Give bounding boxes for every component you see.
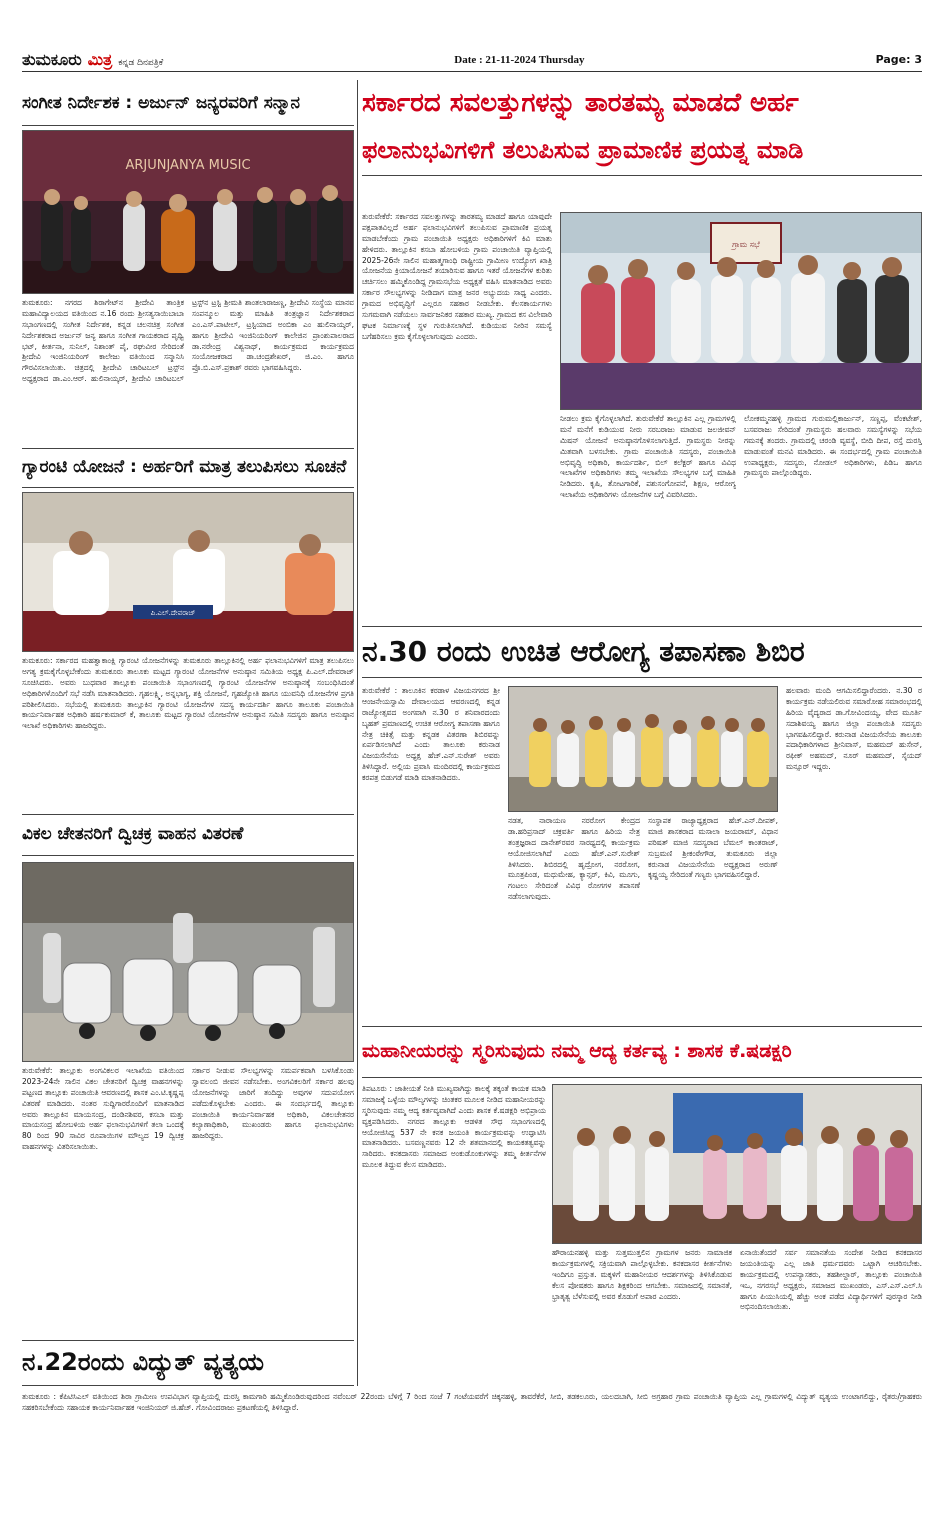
nameplate-text: ಪಿ.ಎಲ್.ದೇವರಾಜ್ bbox=[150, 609, 196, 617]
photo-meeting bbox=[22, 492, 354, 652]
photo-felicitation bbox=[22, 130, 354, 294]
story-main-body-b: ನೀಡಲು ಕ್ರಮ ಕೈಗೊಳ್ಳಲಾಗಿದೆ. ತುರುವೇಕೆರೆ ತಾಲ್ಲೂಕಿನ ಎಲ್ಲ ಗ್ರಾಮಗಳಲ್ಲಿ ಮನೆ ಮನೆಗೆ ಕುಡಿಯುವ ನೀರು ಸರಬರಾಜು ಮಾಡುವ ಜಲಜೀವನ್ ಮಿಷನ್ ಯೋಜನೆ ಅನುಷ್ಠಾನಗೊಳಿಸಲಾಗುತ್ತಿದೆ. ಗ್ರಾಮಸ್ಥರು ನೀರನ್ನು ಮಿತವಾಗಿ ಬಳಸಬೇಕು. ಗ್ರಾಮ ಪಂಚಾಯಿತಿ ಸದಸ್ಯರು, ಪಂಚಾಯಿತಿ ಅಭಿವೃದ್ಧಿ ಅಧಿಕಾರಿ, ಕಾರ್ಯದರ್ಶಿ, ಬಿಲ್ ಕಲೆಕ್ಟರ್ ಹಾಗೂ ವಿವಿಧ ಇಲಾಖೆಗಳ ಅಧಿಕಾರಿಗಳು ತಮ್ಮ ಇಲಾಖೆಯ ಸೌಲಭ್ಯಗಳ ಬಗ್ಗೆ ಮಾಹಿತಿ ನೀಡಿದರು. ಕೃಷಿ, ತೋಟಗಾರಿಕೆ, ಪಶುಸಂಗೋಪನೆ, ಶಿಕ್ಷಣ, ಆರೋಗ್ಯ ಇಲಾಖೆಯ ಅಧಿಕಾರಿಗಳು ಯೋಜನೆಗಳ ಬಗ್ಗೆ ವಿವರಿಸಿದರು. bbox=[560, 414, 736, 500]
meeting-illustration bbox=[23, 493, 353, 651]
photo-health-camp bbox=[508, 686, 778, 812]
story-main-body-a: ತುರುವೇಕೆರೆ: ಸರ್ಕಾರದ ಸವಲತ್ತುಗಳನ್ನು ತಾರತಮ್ಯ ಮಾಡದೆ ಹಾಗೂ ಯಾವುದೇ ಪಕ್ಷಪಾತವಿಲ್ಲದೆ ಅರ್ಹ ಫಲಾನುಭವಿಗಳಿಗೆ ತಲುಪಿಸುವ ಪ್ರಾಮಾಣಿಕ ಪ್ರಯತ್ನ ಮಾಡಬೇಕೆಂದು ಗ್ರಾಮ ಪಂಚಾಯಿತಿ ಅಧ್ಯಕ್ಷರು ಅಧಿಕಾರಿಗಳಿಗೆ ಕಿವಿ ಮಾತು ಹೇಳಿದರು. ತಾಲ್ಲೂಕಿನ ಕಸಬಾ ಹೋಬಳಿಯ ಗ್ರಾಮ ಪಂಚಾಯಿತಿ ವ್ಯಾಪ್ತಿಯಲ್ಲಿ 2025-26ನೇ ಸಾಲಿನ ಮಹಾತ್ಮಗಾಂಧಿ ರಾಷ್ಟ್ರೀಯ ಗ್ರಾಮೀಣ ಉದ್ಯೋಗ ಖಾತ್ರಿ ಯೋಜನೆಯ ಕ್ರಿಯಾಯೋಜನೆ ತಯಾರಿಸುವ ಹಾಗೂ ಇತರೆ ಯೋಜನೆಗಳ ಕುರಿತು ಚರ್ಚಿಸಲು ಹಮ್ಮಿಕೊಂಡಿದ್ದ ಗ್ರಾಮಸಭೆಯ ಅಧ್ಯಕ್ಷತೆ ವಹಿಸಿ ಮಾತನಾಡಿದ ಅವರು ಸರ್ಕಾರ ಸೌಲಭ್ಯಗಳನ್ನು ನೀಡಿದಾಗ ಮಾತ್ರ ಜನರ ಅಭ್ಯುದಯ ಸಾಧ್ಯ ಎಂದರು. ಗ್ರಾಮದ ಅಭಿವೃದ್ಧಿಗೆ ಎಲ್ಲರೂ ಸಹಕಾರ ನೀಡಬೇಕು. ಕೆಲಸಕಾರ್ಯಗಳು ಸುಗಮವಾಗಿ ನಡೆಯಲು ಸಾರ್ವಜನಿಕರ ಸಹಕಾರ ಮುಖ್ಯ. ಗ್ರಾಮದ ಕಸ ವಿಲೇವಾರಿ ಘಟಕ ನಿರ್ಮಾಣಕ್ಕೆ ಸ್ಥಳ ಗುರುತಿಸಲಾಗಿದೆ. ಕುಡಿಯುವ ನೀರಿನ ಸಮಸ್ಯೆ ಬಗೆಹರಿಸಲು ಕ್ರಮ ಕೈಗೊಳ್ಳಲಾಗುವುದು ಎಂದರು. bbox=[362, 212, 552, 341]
story-body-a: ತುರುವೇಕೆರೆ: ತಾಲ್ಲೂಕು ಅಂಗವಿಕಲರ ಇಲಾಖೆಯ ವತಿಯಿಂದ 2023-24ನೇ ಸಾಲಿನ ವಿಕಲ ಚೇತನರಿಗೆ ದ್ವಿಚಕ್ರ ವಾಹನಗಳನ್ನು ಪಟ್ಟಣದ ತಾಲ್ಲೂಕು ಪಂಚಾಯಿತಿ ಆವರಣದಲ್ಲಿ ಶಾಸಕ ಎಂ.ಟಿ.ಕೃಷ್ಣಪ್ಪ ವಿತರಣೆ ಮಾಡಿದರು. ನಂತರ ಸುದ್ದಿಗಾರರೊಂದಿಗೆ ಮಾತನಾಡಿದ ಅವರು ತಾಲ್ಲೂಕಿನ ಮಾಯಸಂದ್ರ, ದಂಡಿನಶಿವರ, ಕಸಬಾ ಮತ್ತು ಮಾಯಸಂದ್ರ ಹೋಬಳಿಯ ಅರ್ಹ ಫಲಾನುಭವಿಗಳಿಗೆ ತಲಾ ಒಂದಕ್ಕೆ 80 ರಿಂದ 90 ಸಾವಿರ ರೂಪಾಯಿಗಳ ಮೌಲ್ಯದ 19 ದ್ವಿಚಕ್ರ ವಾಹನಗಳನ್ನು ವಿತರಿಸಲಾಯಿತು. bbox=[22, 1066, 184, 1152]
headline: ಮಹಾನೀಯರನ್ನು ಸ್ಮರಿಸುವುದು ನಮ್ಮ ಆದ್ಯ ಕರ್ತವ್ಯ : ಶಾಸಕ ಕೆ.ಷಡಕ್ಷರಿ bbox=[362, 1026, 922, 1078]
vehicles-illustration bbox=[23, 863, 353, 1061]
meeting-banner-text: ಗ್ರಾಮ ಸಭೆ bbox=[732, 240, 760, 249]
kanaka-jayanti-illustration bbox=[553, 1085, 921, 1243]
story-health-body-b: ನಡತ, ನಾರಾಯಣ ನರರೋಗ ಕೇಂದ್ರದ ಡಾ.ಹರಿಪ್ರಸಾದ್ ಚಕ್ರವರ್ತಿ ಹಾಗೂ ಹಿರಿಯ ನೇತ್ರ ತಂತ್ರಜ್ಞರಾದ ದಾನೇಶ್‌ರವರ ಸಾರಥ್ಯದಲ್ಲಿ ಕಾರ್ಯಕ್ರಮ ಆಯೋಜಿಸಲಾಗಿದೆ ಎಂದು ಹೆಚ್.ಎನ್.ಸುರೇಶ್ ತಿಳಿಸಿದರು. ಶಿಬಿರದಲ್ಲಿ ಹೃದ್ರೋಗ, ನರರೋಗ, ಮೂತ್ರಪಿಂಡ, ಮಧುಮೇಹ, ಕ್ಯಾನ್ಸರ್, ಕಿವಿ, ಮೂಗು, ಗಂಟಲು ಸೇರಿದಂತೆ ವಿವಿಧ ರೋಗಗಳ ತಪಾಸಣೆ ನಡೆಸಲಾಗುವುದು. bbox=[508, 816, 640, 902]
story-kanaka-body-b: ಹೌರಾಯನಹಳ್ಳಿ ಮತ್ತು ಸುತ್ತಮುತ್ತಲಿನ ಗ್ರಾಮಗಳ ಜನರು ಸಾಮಾಜಿಕ ಕಾರ್ಯಕ್ರಮಗಳಲ್ಲಿ ಸಕ್ರಿಯವಾಗಿ ಪಾಲ್ಗೊಳ್ಳಬೇಕು. ಕನಕದಾಸರ ಕೀರ್ತನೆಗಳು ಇಂದಿಗೂ ಪ್ರಸ್ತುತ. ಮಕ್ಕಳಿಗೆ ಮಹಾನೀಯರ ಆದರ್ಶಗಳನ್ನು ತಿಳಿಸಿಕೊಡುವ ಕೆಲಸ ಪೋಷಕರು ಹಾಗೂ ಶಿಕ್ಷಕರಿಂದ ಆಗಬೇಕು. ಸಮಾಜದಲ್ಲಿ ಸಮಾನತೆ, ಭ್ರಾತೃತ್ವ ಬೆಳೆಸುವಲ್ಲಿ ಅವರ ಕೊಡುಗೆ ಅಪಾರ ಎಂದರು. bbox=[552, 1248, 732, 1301]
grama-sabha-illustration bbox=[561, 213, 921, 409]
issue-date: Date : 21-11-2024 Thursday bbox=[454, 53, 585, 66]
masthead-subtitle: ಕನ್ನಡ ದಿನಪತ್ರಿಕೆ bbox=[118, 57, 164, 68]
story-guarantee bbox=[22, 448, 354, 810]
masthead-name-1: ತುಮಕೂರು bbox=[22, 49, 82, 69]
masthead-name-2: ಮಿತ್ರ bbox=[87, 49, 113, 69]
story-health-body-d: ಹಲವಾರು ಮಂದಿ ಆಗಮಿಸಲಿದ್ದಾರೆಂದರು. ನ.30 ರ ಕಾರ್ಯಕ್ರಮ ನಡೆಯಲಿರುವ ಸಮಾರೋಹ ಸಮಾರಂಭದಲ್ಲಿ ಹಿರಿಯ ವೈದ್ಯರಾದ ಡಾ.ಗೋವಿಂದಯ್ಯ, ವೇದ ಮೂರ್ತಿ ಸದಾಶಿವಯ್ಯ ಹಾಗೂ ಜಿಲ್ಲಾ ಪಂಚಾಯಿತಿ ಸದಸ್ಯರು ಭಾಗವಹಿಸಲಿದ್ದಾರೆ. ಕರುನಾಡ ವಿಜಯಸೇನೆಯ ತಾಲೂಕು ಪದಾಧಿಕಾರಿಗಳಾದ ಶ್ರೀನಿವಾಸ್, ಮಹಮದ್ ಹುಸೇನ್, ರಫೀಕ್ ಅಹಮದ್, ನೂರ್ ಮಹಮದ್, ಸೈಯದ್ ಮನ್ಸೂರ್ ಇದ್ದರು. bbox=[786, 686, 922, 772]
masthead bbox=[22, 50, 163, 70]
story-power-cut bbox=[22, 1340, 354, 1386]
story-vehicles bbox=[22, 814, 354, 1152]
story-kanaka-body-a: ತಿಪಟೂರು : ಜಾತೀಯತೆ ನೀತಿ ಮುಖ್ಯವಾಗಿದ್ದು ಕಾಲಕ್ಕೆ ತಕ್ಕಂತೆ ಕಾಯಕ ಮಾಡಿ ಸಮಾಜಕ್ಕೆ ಒಳ್ಳೆಯ ಮೌಲ್ಯಗಳನ್ನು ಚಿಂತಕರ ಮೂಲಕ ನೀಡಿದ ಮಹಾನೀಯರನ್ನು ಸ್ಮರಿಸುವುದು ನಮ್ಮ ಆದ್ಯ ಕರ್ತವ್ಯವಾಗಿದೆ ಎಂದು ಶಾಸಕ ಕೆ.ಷಡಕ್ಷರಿ ಅಭಿಪ್ರಾಯ ವ್ಯಕ್ತಪಡಿಸಿದರು. ನಗರದ ತಾಲ್ಲೂಕು ಆಡಳಿತ ಸೌಧ ಸಭಾಂಗಣದಲ್ಲಿ ಆಯೋಜಿಸಿದ್ದ 537 ನೇ ಕನಕ ಜಯಂತಿ ಕಾರ್ಯಕ್ರಮವನ್ನು ಉದ್ಘಾಟಿಸಿ ಮಾತನಾಡಿದರು. ಬಸವಣ್ಣನವರು 12 ನೇ ಶತಮಾನದಲ್ಲಿ ಕಾಯಕತತ್ವವನ್ನು ಸಾರಿದರು. ಕನಕದಾಸರು ಸಮಾಜದ ಅಂಕುಡೊಂಕುಗಳನ್ನು ತಮ್ಮ ಕೀರ್ತನೆಗಳ ಮೂಲಕ ತಿದ್ದುವ ಕೆಲಸ ಮಾಡಿದರು. bbox=[362, 1084, 546, 1170]
story-health-camp bbox=[362, 626, 922, 678]
health-camp-illustration bbox=[509, 687, 777, 811]
photo-kanaka-jayanti bbox=[552, 1084, 922, 1244]
headline: ವಿಕಲ ಚೇತನರಿಗೆ ದ್ವಿಚಕ್ರ ವಾಹನ ವಿತರಣೆ bbox=[22, 814, 354, 856]
headline: ನ.22ರಂದು ವಿದ್ಯುತ್ ವ್ಯತ್ಯಯ bbox=[22, 1340, 354, 1386]
stage-banner-text: ARJUNJANYA MUSIC bbox=[125, 158, 251, 173]
headline: ಗ್ಯಾರಂಟಿ ಯೋಜನೆ : ಅರ್ಹರಿಗೆ ಮಾತ್ರ ತಲುಪಿಸಲು ಸೂಚನೆ bbox=[22, 448, 354, 488]
story-body: ತುಮಕೂರು: ನಗರದ ಶಿರಾಗೇಟ್‌ನ ಶ್ರೀದೇವಿ ತಾಂತ್ರಿಕ ಮಹಾವಿದ್ಯಾಲಯದ ವತಿಯಿಂದ ನ.16 ರಂದು ಶ್ರೀಸತ್ಯಸಾಯಿಬಾಬಾ ಸಭಾಂಗಣದಲ್ಲಿ ಸಂಗೀತ ನಿರ್ದೇಶಕ, ಕನ್ನಡ ಚಲನಚಿತ್ರ ಸಂಗೀತ ನಿರ್ದೇಶಕರಾದ ಅರ್ಜುನ್ ಜನ್ಯ ಹಾಗೂ ಸಂಗೀತ ಗಾಯಕರಾದ ಪೃಥ್ವಿ ಭಟ್, ಕೀರ್ತನಾ, ಸುನಿಲ್, ನಿಶಾಂತ್ ಪೈ, ರಘುವೀರ ಸೇರಿದಂತೆ ಶ್ರೀದೇವಿ ಇಂಜಿನಿಯರಿಂಗ್ ಕಾಲೇಜು ವತಿಯಿಂದ ಸನ್ಮಾನಿಸಿ ಗೌರವಿಸಲಾಯಿತು. ಚಿತ್ರದಲ್ಲಿ ಶ್ರೀದೇವಿ ಚಾರಿಟಬಲ್ ಟ್ರಸ್ಟ್‌ನ ಅಧ್ಯಕ್ಷರಾದ ಡಾ.ಎಂ.ಆರ್. ಹುಲಿನಾಯ್ಕರ್, ಶ್ರೀದೇವಿ ಚಾರಿಟಬಲ್ ಟ್ರಸ್ಟ್‌ನ ಟ್ರಸ್ಟಿ ಶ್ರೀಮತಿ ಶಾಂತಲಾರಾಜಣ್ಣ, ಶ್ರೀದೇವಿ ಸಂಸ್ಥೆಯ ಮಾನವ ಸಂಪನ್ಮೂಲ ಮತ್ತು ಮಾಹಿತಿ ತಂತ್ರಜ್ಞಾನ ನಿರ್ದೇಶಕರಾದ ಎಂ.ಎಸ್.ಪಾಟೀಲ್, ಟ್ರಸ್ಟಿಯಾದ ಅಂಬಿಕಾ ಎಂ ಹುಲಿನಾಯ್ಕರ್, ಹಾಗೂ ಶ್ರೀದೇವಿ ಇಂಜಿನಿಯರಿಂಗ್ ಕಾಲೇಜಿನ ಪ್ರಾಂಶುಪಾಲರಾದ ಡಾ.ನರೇಂದ್ರ ವಿಶ್ವನಾಥ್, ಕಾರ್ಯಕ್ರಮದ ಕಾರ್ಯಕ್ರಮದ ಸಂಯೋಜಕರಾದ ಡಾ.ಚಂದ್ರಶೇಖರ್, ಜಿ.ಎಂ. ಹಾಗೂ ಪ್ರೊ.ಬಿ.ಎಸ್.ಪ್ರಕಾಶ್ ರವರು ಭಾಗವಹಿಸಿದ್ದರು. bbox=[22, 298, 354, 384]
story-main bbox=[362, 82, 922, 176]
headline: ಸಂಗೀತ ನಿರ್ದೇಶಕ : ಅರ್ಜುನ್ ಜನ್ಯರವರಿಗೆ ಸನ್ಮಾನ bbox=[22, 82, 354, 126]
story-health-body-a2 bbox=[362, 816, 500, 1000]
story-body-b: ಸರ್ಕಾರ ನೀಡುವ ಸೌಲಭ್ಯಗಳನ್ನು ಸಮರ್ಪಕವಾಗಿ ಬಳಸಿಕೊಂಡು ಸ್ವಾವಲಂಬಿ ಜೀವನ ನಡೆಸಬೇಕು. ಅಂಗವಿಕಲರಿಗೆ ಸರ್ಕಾರ ಹಲವು ಯೋಜನೆಗಳನ್ನು ಜಾರಿಗೆ ತಂದಿದ್ದು ಅವುಗಳ ಸದುಪಯೋಗ ಪಡೆದುಕೊಳ್ಳಬೇಕು ಎಂದರು. ಈ ಸಂದರ್ಭದಲ್ಲಿ ತಾಲ್ಲೂಕು ಪಂಚಾಯಿತಿ ಕಾರ್ಯನಿರ್ವಾಹಕ ಅಧಿಕಾರಿ, ವಿಕಲಚೇತನರ ಕಲ್ಯಾಣಾಧಿಕಾರಿ, ಮುಖಂಡರು ಹಾಗೂ ಫಲಾನುಭವಿಗಳು ಹಾಜರಿದ್ದರು. bbox=[192, 1066, 354, 1141]
headline: ನ.30 ರಂದು ಉಚಿತ ಆರೋಗ್ಯ ತಪಾಸಣಾ ಶಿಬಿರ bbox=[362, 626, 922, 678]
story-health-body-a: ತುರುವೇಕೆರೆ : ತಾಲೂಕಿನ ಕರಡಾಳ ವಿಜಯನಗರದ ಶ್ರೀ ಆಂಜನೇಯಸ್ವಾಮಿ ದೇವಾಲಯದ ಆವರಣದಲ್ಲಿ ಕನ್ನಡ ರಾಜ್ಯೋತ್ಸವದ ಅಂಗವಾಗಿ ನ.30 ರ ಶನಿವಾರದಂದು ಬೃಹತ್ ಪ್ರಮಾಣದಲ್ಲಿ ಉಚಿತ ಆರೋಗ್ಯ ತಪಾಸಣಾ ಹಾಗೂ ನೇತ್ರ ಚಿಕಿತ್ಸೆ ಮತ್ತು ಕನ್ನಡಕ ವಿತರಣಾ ಶಿಬಿರವನ್ನು ಏರ್ಪಡಿಸಲಾಗಿದೆ ಎಂದು ತಾಲೂಕು ಕರುನಾಡ ವಿಜಯಸೇನೆಯ ಅಧ್ಯಕ್ಷ ಹೆಚ್.ಎನ್.ಸುರೇಶ್ ಅವರು ತಿಳಿಸಿದ್ದಾರೆ. ಅಲ್ಲಿಯ ಪ್ರವಾಸಿ ಮಂದಿರದಲ್ಲಿ ಕಾರ್ಯಕ್ರಮದ ಕರಪತ್ರ ಬಿಡುಗಡೆ ಮಾಡಿ ಮಾತನಾಡಿದರು. bbox=[362, 686, 500, 782]
story-main-body-c: ಲೋಕಮ್ಮನಹಳ್ಳಿ ಗ್ರಾಮದ ಗುರುಮಲ್ಲಿಕಾರ್ಜುನ್, ಸಣ್ಣಪ್ಪ, ವೆಂಕಟೇಶ್, ಬಸವರಾಜು ಸೇರಿದಂತೆ ಗ್ರಾಮಸ್ಥರು ಹಲವಾರು ಸಮಸ್ಯೆಗಳನ್ನು ಸಭೆಯ ಗಮನಕ್ಕೆ ತಂದರು. ಗ್ರಾಮದಲ್ಲಿ ಚರಂಡಿ ವ್ಯವಸ್ಥೆ, ಬೀದಿ ದೀಪ, ರಸ್ತೆ ದುರಸ್ತಿ ಮಾಡುವಂತೆ ಮನವಿ ಮಾಡಿದರು. ಈ ಸಂದರ್ಭದಲ್ಲಿ ಗ್ರಾಮ ಪಂಚಾಯಿತಿ ಉಪಾಧ್ಯಕ್ಷರು, ಸದಸ್ಯರು, ನೋಡಲ್ ಅಧಿಕಾರಿಗಳು, ಪಿಡಿಒ ಹಾಗೂ ಗ್ರಾಮಸ್ಥರು ಪಾಲ್ಗೊಂಡಿದ್ದರು. bbox=[744, 414, 922, 478]
photo-grama-sabha bbox=[560, 212, 922, 410]
page-number: Page: 3 bbox=[875, 53, 922, 66]
page-header bbox=[22, 48, 922, 72]
photo-vehicles bbox=[22, 862, 354, 1062]
story-power-cut-body: ತುಮಕೂರು : ಕೆಪಿಟಿಸಿಎಲ್ ವತಿಯಿಂದ ಶಿರಾ ಗ್ರಾಮೀಣ ಉಪವಿಭಾಗ ವ್ಯಾಪ್ತಿಯಲ್ಲಿ ದುರಸ್ತಿ ಕಾಮಗಾರಿ ಹಮ್ಮಿಕೊಂಡಿರುವುದರಿಂದ ನವೆಂಬರ್ 22ರಂದು ಬೆಳಿಗ್ಗೆ 7 ರಿಂದ ಸಂಜೆ 7 ಗಂಟೆಯವರೆಗೆ ಚಿಕ್ಕನಹಳ್ಳಿ, ತಾವರೆಕೆರೆ, ಸೀಬಿ, ತಡಕಲೂರು, ಯಲದಬಾಗಿ, ಸೀಬಿ ಅಗ್ರಹಾರ ಗ್ರಾಮ ಪಂಚಾಯಿತಿ ವ್ಯಾಪ್ತಿಯ ಎಲ್ಲ ಗ್ರಾಮಗಳಲ್ಲಿ ವಿದ್ಯುತ್ ವ್ಯತ್ಯಯ ಉಂಟಾಗಲಿದ್ದು, ರೈತರು/ಗ್ರಾಹಕರು ಸಹಕರಿಸಬೇಕೆಂದು ಸಹಾಯಕ ಕಾರ್ಯನಿರ್ವಾಹಕ ಇಂಜಿನಿಯರ್ ಜಿ.ಹೆಚ್. ಗೋವಿಂದರಾಜು ಪ್ರಕಟಣೆಯಲ್ಲಿ ತಿಳಿಸಿದ್ದಾರೆ. bbox=[22, 1392, 922, 1412]
story-kanaka-body-c: ಏನಾಯಿತೆಂದರೆ ಸರ್ವ ಸಮಾನತೆಯ ಸಂದೇಶ ನೀಡಿದ ಕನಕದಾಸರ ಜಯಂತಿಯನ್ನು ಎಲ್ಲ ಜಾತಿ ಧರ್ಮದವರು ಒಟ್ಟಾಗಿ ಆಚರಿಸಬೇಕು. ಕಾರ್ಯಕ್ರಮದಲ್ಲಿ ಉಪನ್ಯಾಸಕರು, ತಹಶೀಲ್ದಾರ್, ತಾಲ್ಲೂಕು ಪಂಚಾಯಿತಿ ಇಒ, ನಗರಸಭೆ ಅಧ್ಯಕ್ಷರು, ಸಮಾಜದ ಮುಖಂಡರು, ಎಸ್.ಎಸ್.ಎಲ್.ಸಿ ಹಾಗೂ ಪಿಯುಸಿಯಲ್ಲಿ ಹೆಚ್ಚು ಅಂಕ ಪಡೆದ ವಿದ್ಯಾರ್ಥಿಗಳಿಗೆ ಪುರಸ್ಕಾರ ನೀಡಿ ಅಭಿನಂದಿಸಲಾಯಿತು. bbox=[740, 1248, 922, 1312]
felicitation-illustration bbox=[23, 131, 353, 293]
headline-line-1: ಸರ್ಕಾರದ ಸವಲತ್ತುಗಳನ್ನು ತಾರತಮ್ಯ ಮಾಡದೆ ಅರ್ಹ bbox=[362, 88, 799, 119]
story-body: ತುಮಕೂರು: ಸರ್ಕಾರದ ಮಹತ್ವಾಕಾಂಕ್ಷಿ ಗ್ಯಾರಂಟಿ ಯೋಜನೆಗಳನ್ನು ತುಮಕೂರು ತಾಲ್ಲೂಕಿನಲ್ಲಿ ಅರ್ಹ ಫಲಾನುಭವಿಗಳಿಗೆ ಮಾತ್ರ ತಲುಪಿಸಲು ಅಗತ್ಯ ಕ್ರಮಕೈಗೊಳ್ಳಬೇಕೆಂದು ತುಮಕೂರು ತಾಲೂಕು ಮಟ್ಟದ ಗ್ಯಾರಂಟಿ ಯೋಜನೆಗಳ ಅನುಷ್ಠಾನ ಸಮಿತಿಯ ಅಧ್ಯಕ್ಷ ಪಿ.ಎಲ್.ದೇವರಾಜ್ ಸೂಚಿಸಿದರು. ಅವರು ಬುಧವಾರ ತಾಲ್ಲೂಕು ಪಂಚಾಯಿತಿ ಸಭಾಂಗಣದಲ್ಲಿ ಗ್ಯಾರಂಟಿ ಯೋಜನೆಗಳ ಅನುಷ್ಠಾನಕ್ಕೆ ಸಂಬಂಧಿಸಿದಂತೆ ಅಧಿಕಾರಿಗಳೊಂದಿಗೆ ಸಭೆ ನಡೆಸಿ ಮಾತನಾಡಿದರು. ಗೃಹಲಕ್ಷ್ಮಿ, ಅನ್ನಭಾಗ್ಯ, ಶಕ್ತಿ ಯೋಜನೆ, ಗೃಹಜ್ಯೋತಿ ಹಾಗೂ ಯುವನಿಧಿ ಯೋಜನೆಗಳ ಪ್ರಗತಿ ಪರಿಶೀಲಿಸಿದರು. ಸಭೆಯಲ್ಲಿ ತುಮಕೂರು ತಾಲ್ಲೂಕಿನ ಗ್ಯಾರಂಟಿ ಯೋಜನೆಗಳ ಸದಸ್ಯ ಕಾರ್ಯದರ್ಶಿ ಹಾಗೂ ತಾಲೂಕು ಪಂಚಾಯಿತಿ ಕಾರ್ಯನಿರ್ವಾಹಕ ಅಧಿಕಾರಿ ಹರ್ಷಕುಮಾರ್ ಕೆ, ತಾಲೂಕು ಮಟ್ಟದ ಗ್ಯಾರಂಟಿ ಯೋಜನೆಗಳ ಅನುಷ್ಠಾನ ಸಮಿತಿ ಸದಸ್ಯರು ಹಾಗೂ ಅನುಷ್ಠಾನ ಇಲಾಖೆ ಅಧಿಕಾರಿಗಳು ಹಾಜರಿದ್ದರು. bbox=[22, 656, 354, 731]
story-kanaka bbox=[362, 1026, 922, 1078]
headline-line-2: ಫಲಾನುಭವಿಗಳಿಗೆ ತಲುಪಿಸುವ ಪ್ರಾಮಾಣಿಕ ಪ್ರಯತ್ನ ಮಾಡಿ bbox=[362, 126, 922, 176]
column-divider bbox=[357, 80, 358, 1386]
story-sangeetha bbox=[22, 82, 354, 448]
story-health-body-c: ಸಂಸ್ಥಾಪಕ ರಾಜ್ಯಾಧ್ಯಕ್ಷರಾದ ಹೆಚ್.ಎನ್.ದೀಪಕ್, ಮಾಜಿ ಶಾಸಕರಾದ ಮಸಾಲಾ ಜಯರಾಮ್, ವಿಧಾನ ಪರಿಷತ್ ಮಾಜಿ ಸದಸ್ಯರಾದ ಬೆಮಲ್ ಕಾಂತರಾಜ್, ಸುಬ್ರಮಣಿ ಶ್ರೀಕಂಠೇಗೌಡ, ತುಮಕೂರು ಜಿಲ್ಲಾ ಕರುನಾಡ ವಿಜಯಸೇನೆಯ ಅಧ್ಯಕ್ಷರಾದ ಅರುಣ್ ಕೃಷ್ಣಯ್ಯ ಸೇರಿದಂತೆ ಗಣ್ಯರು ಭಾಗವಹಿಸಲಿದ್ದಾರೆ. bbox=[648, 816, 778, 880]
